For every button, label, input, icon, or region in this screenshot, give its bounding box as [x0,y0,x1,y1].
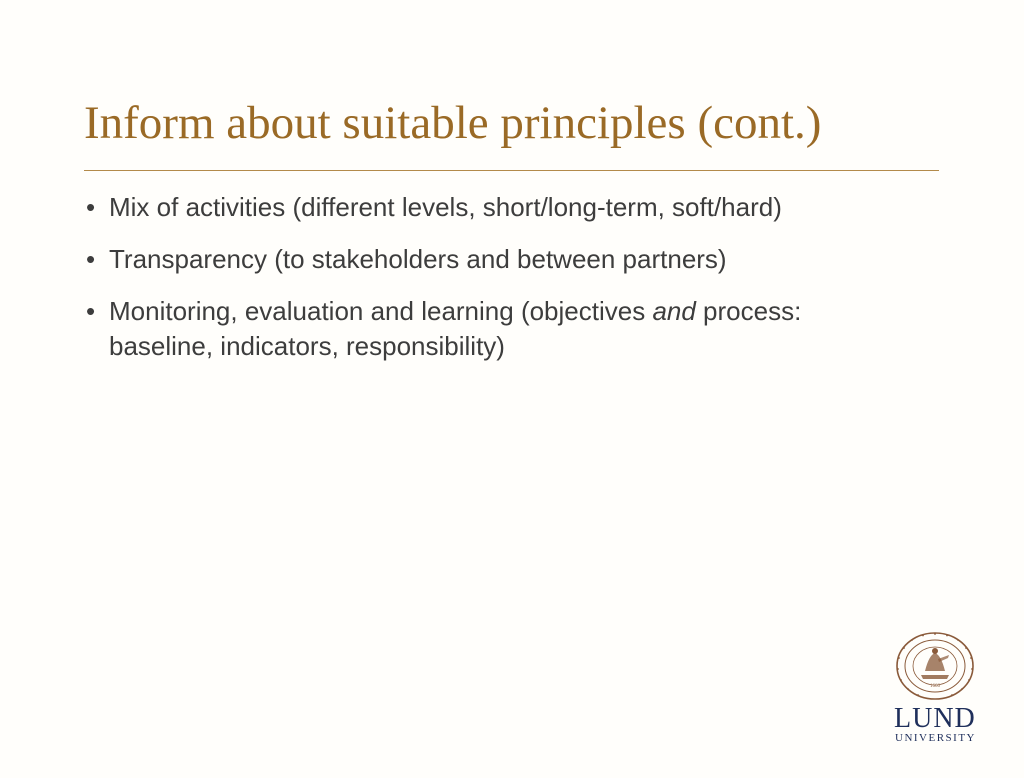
bullet-icon: • [86,244,96,274]
bullet-icon: • [86,192,96,222]
university-seal-icon [895,631,975,701]
bullet-text: Transparency (to stakeholders and between partners) [109,244,727,274]
bullet-icon: • [86,296,96,326]
bullet-item [84,294,884,364]
slide-title: Inform about suitable principles (cont.) [84,97,822,149]
bullet-text-start: Monitoring, evaluation and learning (objectives [109,296,653,326]
logo-subtitle: UNIVERSITY [895,732,976,744]
lund-university-logo [888,628,988,748]
bullet-text-emphasis: and [652,296,696,326]
bullet-text: Mix of activities (different levels, short/long-term, soft/hard) [109,192,782,222]
seal-year: 1666 [930,684,940,689]
bullet-list [84,190,884,381]
title-divider [84,170,939,171]
logo-wordmark: LUND [894,703,976,734]
bullet-item [84,242,884,277]
bullet-item [84,190,884,225]
bullet-text-end: process: baseline, indicators, responsibility) [109,296,802,361]
